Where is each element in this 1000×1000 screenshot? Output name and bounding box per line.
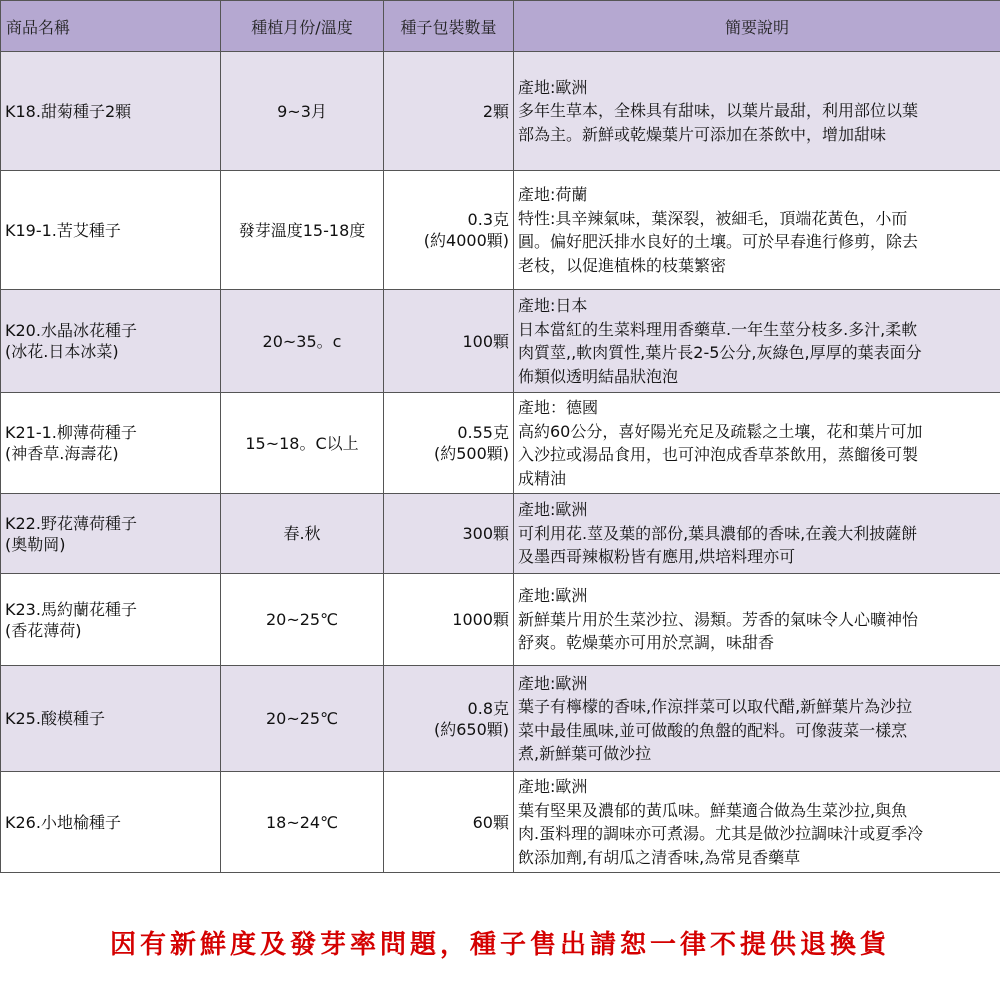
description-cell xyxy=(514,574,1000,666)
package-quantity-cell xyxy=(384,574,514,666)
product-name-cell xyxy=(1,666,221,772)
table-row xyxy=(1,494,1000,574)
description-cell-line: 葉有堅果及濃郁的黃瓜味。鮮葉適合做為生菜沙拉,與魚 xyxy=(518,800,908,820)
column-header-description: 簡要說明 xyxy=(514,1,1000,52)
description-cell-line: 飲添加劑,有胡瓜之清香味,為常見香藥草 xyxy=(518,847,801,867)
product-name-cell xyxy=(1,393,221,494)
description-cell-line: 產地:歐洲 xyxy=(518,77,588,97)
table-row xyxy=(1,666,1000,772)
table-row xyxy=(1,393,1000,494)
product-name-cell-line: K22.野花薄荷種子 xyxy=(5,513,137,533)
description-cell-line: 產地:荷蘭 xyxy=(518,185,588,204)
product-name-cell-line: K19-1.苦艾種子 xyxy=(5,220,121,240)
table-row xyxy=(1,171,1000,290)
description-cell-line: 肉質莖,,軟肉質性,葉片長2-5公分,灰綠色,厚厚的葉表面分 xyxy=(518,343,922,362)
package-quantity-cell xyxy=(384,772,514,873)
description-cell-line: 老枝，以促進植株的枝葉繁密 xyxy=(518,255,727,275)
description-cell xyxy=(514,666,1000,772)
planting-time-cell: 9~3月 xyxy=(221,52,384,171)
table-row xyxy=(1,772,1000,873)
package-quantity-cell xyxy=(384,393,514,494)
description-cell-line: 入沙拉或湯品食用，也可沖泡成香草茶飲用，蒸餾後可製 xyxy=(518,445,919,464)
description-cell-line: 產地:日本 xyxy=(518,296,588,315)
package-quantity-cell-line: 1000顆 xyxy=(452,610,509,629)
description-cell-line: 葉子有檸檬的香味,作涼拌菜可以取代醋,新鮮葉片為沙拉 xyxy=(518,697,913,716)
planting-time-cell: 15~18。C以上 xyxy=(221,393,384,494)
package-quantity-cell xyxy=(384,494,514,574)
planting-time-cell: 20~35。c xyxy=(221,290,384,393)
product-name-cell xyxy=(1,772,221,873)
description-cell-line: 產地:歐洲 xyxy=(518,500,588,520)
planting-time-cell: 20~25℃ xyxy=(221,574,384,666)
product-name-cell-line: (奧勒岡) xyxy=(5,534,66,554)
product-name-cell-line: (香花薄荷) xyxy=(5,620,82,640)
description-cell-line: 產地:歐洲 xyxy=(518,586,588,606)
product-name-cell-line: K26.小地榆種子 xyxy=(5,812,121,832)
package-quantity-cell-line: 0.8克 xyxy=(467,698,509,718)
product-name-cell-line: K18.甜菊種子2顆 xyxy=(5,101,132,121)
description-cell xyxy=(514,52,1000,171)
product-name-cell-line: (冰花.日本冰菜) xyxy=(5,342,119,361)
description-cell-line: 菜中最佳風味,並可做酸的魚盤的配料。可像菠菜一樣烹 xyxy=(518,720,908,740)
table-row xyxy=(1,574,1000,666)
description-cell-line: 佈類似透明結晶狀泡泡 xyxy=(518,366,679,386)
no-return-notice: 因有新鮮度及發芽率問題，種子售出請恕一律不提供退換貨 xyxy=(109,930,890,960)
description-cell-line: 多年生草本，全株具有甜味，以葉片最甜，利用部位以葉 xyxy=(518,101,919,121)
package-quantity-cell-line: 100顆 xyxy=(462,331,509,351)
package-quantity-cell-line: 0.55克 xyxy=(457,423,509,442)
description-cell-line: 舒爽。乾燥葉亦可用於烹調，味甜香 xyxy=(518,633,775,653)
description-cell-line: 肉.蛋料理的調味亦可煮湯。尤其是做沙拉調味汁或夏季冷 xyxy=(518,824,924,843)
description-cell xyxy=(514,171,1000,290)
column-header-planting-time: 種植月份/溫度 xyxy=(221,1,384,52)
description-cell-line: 產地:歐洲 xyxy=(518,673,588,693)
description-cell-line: 產地:歐洲 xyxy=(518,777,588,796)
description-cell-line: 高約60公分，喜好陽光充足及疏鬆之土壤，花和葉片可加 xyxy=(518,421,923,441)
table-body xyxy=(1,52,1000,873)
package-quantity-cell-line: (約650顆) xyxy=(433,719,509,739)
package-quantity-cell xyxy=(384,666,514,772)
description-cell-line: 新鮮葉片用於生菜沙拉、湯類。芳香的氣味令人心曠神怡 xyxy=(518,609,919,629)
package-quantity-cell-line: 300顆 xyxy=(462,524,509,543)
product-name-cell xyxy=(1,290,221,393)
description-cell-line: 圓。偏好肥沃排水良好的土壤。可於早春進行修剪，除去 xyxy=(518,232,919,251)
package-quantity-cell xyxy=(384,171,514,290)
planting-time-cell: 春.秋 xyxy=(221,494,384,574)
description-cell-line: 部為主。新鮮或乾燥葉片可添加在茶飲中，增加甜味 xyxy=(518,124,887,144)
table-row xyxy=(1,290,1000,393)
description-cell-line: 煮,新鮮葉可做沙拉 xyxy=(518,744,652,763)
column-header-product-name: 商品名稱 xyxy=(1,1,221,52)
package-quantity-cell xyxy=(384,290,514,393)
product-name-cell-line: K25.酸模種子 xyxy=(5,709,105,728)
package-quantity-cell-line: (約500顆) xyxy=(433,444,509,463)
description-cell-line: 日本當紅的生菜料理用香藥草.一年生莖分枝多.多汁,柔軟 xyxy=(518,319,918,339)
planting-time-cell: 18~24℃ xyxy=(221,772,384,873)
table-row xyxy=(1,52,1000,171)
product-name-cell xyxy=(1,52,221,171)
description-cell-line: 成精油 xyxy=(518,468,567,488)
product-name-cell xyxy=(1,494,221,574)
product-name-cell-line: K20.水晶冰花種子 xyxy=(5,321,137,340)
description-cell-line: 及墨西哥辣椒粉皆有應用,烘培料理亦可 xyxy=(518,547,796,567)
package-quantity-cell-line: 2顆 xyxy=(482,101,509,121)
product-name-cell xyxy=(1,171,221,290)
description-cell xyxy=(514,494,1000,574)
product-name-cell-line: K23.馬約蘭花種子 xyxy=(5,599,137,619)
description-cell xyxy=(514,290,1000,393)
product-name-cell-line: (神香草.海壽花) xyxy=(5,444,119,463)
planting-time-cell: 發芽溫度15-18度 xyxy=(221,171,384,290)
package-quantity-cell xyxy=(384,52,514,171)
table-header-row xyxy=(1,1,1000,52)
planting-time-cell: 20~25℃ xyxy=(221,666,384,772)
package-quantity-cell-line: 0.3克 xyxy=(467,210,509,229)
description-cell xyxy=(514,393,1000,494)
product-name-cell xyxy=(1,574,221,666)
description-cell-line: 特性:具辛辣氣味，葉深裂，被細毛，頂端花黃色，小而 xyxy=(518,208,908,228)
column-header-package-quantity: 種子包裝數量 xyxy=(384,1,514,52)
description-cell xyxy=(514,772,1000,873)
package-quantity-cell-line: (約4000顆) xyxy=(423,231,509,250)
product-name-cell-line: K21-1.柳薄荷種子 xyxy=(5,423,137,442)
description-cell-line: 產地：德國 xyxy=(518,398,599,417)
description-cell-line: 可利用花.莖及葉的部份,葉具濃郁的香味,在義大利披薩餅 xyxy=(518,523,918,543)
package-quantity-cell-line: 60顆 xyxy=(472,812,509,832)
